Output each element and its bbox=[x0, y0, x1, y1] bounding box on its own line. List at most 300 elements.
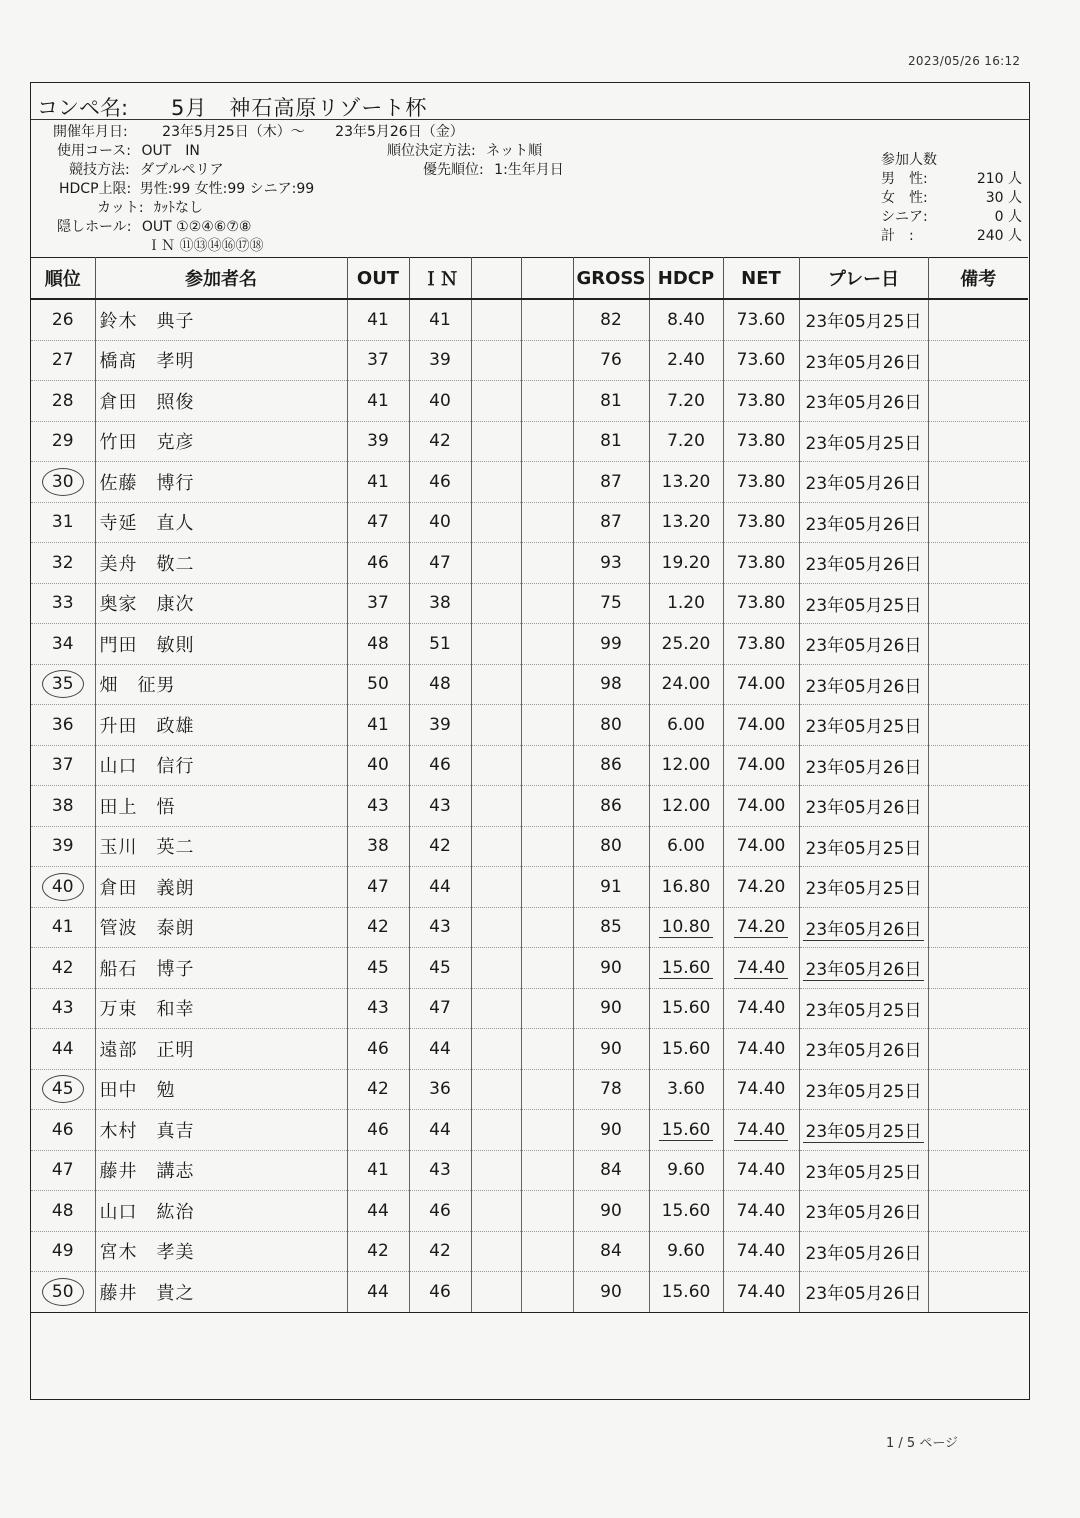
hdcp-text: 13.20 bbox=[661, 471, 711, 492]
hdcp-cell bbox=[649, 988, 723, 1029]
net-text: 74.40 bbox=[736, 1200, 786, 1221]
blank-cell-1 bbox=[471, 1069, 521, 1110]
hidden-holes-info bbox=[57, 218, 251, 237]
name-cell bbox=[95, 299, 347, 340]
table-row bbox=[31, 664, 1028, 705]
date-cell bbox=[799, 381, 928, 422]
hdcp-cell bbox=[649, 583, 723, 624]
ranking-method bbox=[387, 142, 542, 161]
remarks-cell bbox=[928, 786, 1028, 827]
blank-cell-1 bbox=[471, 907, 521, 948]
hdcp-cell bbox=[649, 381, 723, 422]
out-cell bbox=[347, 543, 409, 584]
count-value: 0 人 bbox=[994, 209, 1022, 225]
date-cell bbox=[799, 1231, 928, 1272]
hdcp-value: 男性:99 女性:99 シニア:99 bbox=[139, 181, 315, 197]
name-text: 田中 勉 bbox=[99, 1080, 176, 1102]
date-cell bbox=[799, 745, 928, 786]
name-cell bbox=[95, 867, 347, 908]
gross-cell bbox=[573, 502, 649, 543]
in-cell bbox=[409, 543, 471, 584]
name-cell bbox=[95, 381, 347, 422]
in-text: 42 bbox=[429, 836, 451, 857]
remarks-cell bbox=[928, 381, 1028, 422]
date-cell bbox=[799, 340, 928, 381]
date-text: 23年05月25日 bbox=[805, 717, 922, 738]
hdcp-cell bbox=[649, 1069, 723, 1110]
col-out: OUT bbox=[347, 258, 409, 300]
gross-cell bbox=[573, 786, 649, 827]
date-cell bbox=[799, 299, 928, 340]
blank-cell-2 bbox=[521, 745, 573, 786]
gross-text: 90 bbox=[600, 1200, 622, 1221]
blank-cell-1 bbox=[471, 1110, 521, 1151]
date-cell bbox=[799, 988, 928, 1029]
out-cell bbox=[347, 705, 409, 746]
date-text: 23年05月25日 bbox=[805, 433, 922, 454]
in-cell bbox=[409, 826, 471, 867]
net-text: 74.40 bbox=[736, 1079, 786, 1100]
table-row bbox=[31, 462, 1028, 503]
out-text: 45 bbox=[367, 957, 389, 978]
rank-cell bbox=[31, 421, 95, 462]
rank-text: 48 bbox=[51, 1200, 74, 1221]
date-cell bbox=[799, 826, 928, 867]
hdcp-label: HDCP上限: bbox=[59, 181, 132, 197]
hdcp-info bbox=[59, 180, 314, 199]
table-row bbox=[31, 948, 1028, 989]
blank-cell-1 bbox=[471, 705, 521, 746]
date-text: 23年05月26日 bbox=[805, 798, 922, 819]
date-text: 23年05月26日 bbox=[805, 474, 922, 495]
name-text: 木村 真吉 bbox=[99, 1120, 195, 1142]
rank-cell bbox=[31, 826, 95, 867]
hdcp-cell bbox=[649, 1150, 723, 1191]
table-row bbox=[31, 1069, 1028, 1110]
hdcp-cell bbox=[649, 502, 723, 543]
hdcp-text: 19.20 bbox=[661, 552, 711, 573]
rank-cell bbox=[31, 1272, 95, 1313]
in-text: 43 bbox=[429, 795, 451, 816]
rank-text: 37 bbox=[51, 755, 74, 776]
table-row bbox=[31, 867, 1028, 908]
blank-cell-1 bbox=[471, 543, 521, 584]
blank-cell-1 bbox=[471, 988, 521, 1029]
rank-text: 34 bbox=[51, 633, 74, 654]
table-row bbox=[31, 1110, 1028, 1151]
net-cell bbox=[723, 543, 799, 584]
net-cell bbox=[723, 988, 799, 1029]
hdcp-text: 9.60 bbox=[667, 1241, 705, 1262]
name-cell bbox=[95, 1150, 347, 1191]
net-text: 74.40 bbox=[736, 998, 786, 1019]
gross-cell bbox=[573, 340, 649, 381]
gross-text: 80 bbox=[600, 836, 622, 857]
name-cell bbox=[95, 1029, 347, 1070]
cut-info bbox=[97, 199, 203, 218]
blank-cell-1 bbox=[471, 1191, 521, 1232]
rank-text: 45 bbox=[42, 1075, 84, 1103]
col-blank-2 bbox=[521, 258, 573, 300]
out-text: 44 bbox=[367, 1281, 389, 1302]
gross-cell bbox=[573, 1272, 649, 1313]
in-text: 43 bbox=[429, 917, 451, 938]
date-cell bbox=[799, 948, 928, 989]
name-text: 船石 博子 bbox=[99, 958, 195, 980]
table-row bbox=[31, 907, 1028, 948]
name-text: 管波 泰朗 bbox=[99, 918, 195, 940]
rank-cell bbox=[31, 1191, 95, 1232]
name-text: 倉田 照俊 bbox=[99, 391, 195, 413]
blank-cell-2 bbox=[521, 664, 573, 705]
hdcp-text: 2.40 bbox=[667, 350, 705, 371]
date-text: 23年05月25日 bbox=[805, 312, 922, 333]
out-cell bbox=[347, 1150, 409, 1191]
remarks-cell bbox=[928, 624, 1028, 665]
competition-header bbox=[31, 83, 1029, 259]
gross-text: 98 bbox=[600, 674, 622, 695]
remarks-cell bbox=[928, 826, 1028, 867]
date-cell bbox=[799, 664, 928, 705]
date-to: 23年5月26日（金） bbox=[335, 124, 464, 140]
date-text: 23年05月25日 bbox=[805, 1000, 922, 1021]
gross-cell bbox=[573, 948, 649, 989]
gross-text: 84 bbox=[600, 1160, 622, 1181]
rank-cell bbox=[31, 867, 95, 908]
blank-cell-1 bbox=[471, 826, 521, 867]
name-text: 門田 敏則 bbox=[99, 634, 195, 656]
rank-text: 30 bbox=[42, 468, 84, 496]
hdcp-cell bbox=[649, 867, 723, 908]
gross-cell bbox=[573, 1150, 649, 1191]
out-cell bbox=[347, 1191, 409, 1232]
in-text: 46 bbox=[429, 471, 451, 492]
out-cell bbox=[347, 1069, 409, 1110]
date-cell bbox=[799, 1150, 928, 1191]
gross-cell bbox=[573, 907, 649, 948]
remarks-cell bbox=[928, 1191, 1028, 1232]
in-text: 43 bbox=[429, 1160, 451, 1181]
ranking-method-label: 順位決定方法: bbox=[387, 143, 476, 159]
date-cell bbox=[799, 543, 928, 584]
name-cell bbox=[95, 583, 347, 624]
out-text: 38 bbox=[367, 836, 389, 857]
results-body bbox=[31, 299, 1028, 1312]
name-text: 倉田 義朗 bbox=[99, 877, 195, 899]
name-text: 山口 信行 bbox=[99, 756, 195, 778]
results-table bbox=[31, 257, 1028, 1313]
count-label: 女 性: bbox=[881, 190, 928, 206]
table-row bbox=[31, 1150, 1028, 1191]
priority-value: 1:生年月日 bbox=[494, 162, 564, 178]
out-text: 42 bbox=[367, 917, 389, 938]
in-cell bbox=[409, 1029, 471, 1070]
out-text: 41 bbox=[367, 714, 389, 735]
rank-text: 38 bbox=[51, 795, 74, 816]
name-cell bbox=[95, 462, 347, 503]
hdcp-text: 15.60 bbox=[661, 1281, 711, 1302]
col-in: ＩＮ bbox=[409, 258, 471, 300]
hdcp-text: 6.00 bbox=[667, 714, 705, 735]
blank-cell-2 bbox=[521, 948, 573, 989]
out-text: 47 bbox=[367, 876, 389, 897]
name-cell bbox=[95, 1069, 347, 1110]
date-text: 23年05月25日 bbox=[805, 838, 922, 859]
out-text: 39 bbox=[367, 431, 389, 452]
rank-text: 39 bbox=[51, 836, 74, 857]
net-text: 73.80 bbox=[736, 512, 786, 533]
remarks-cell bbox=[928, 988, 1028, 1029]
blank-cell-1 bbox=[471, 340, 521, 381]
remarks-cell bbox=[928, 907, 1028, 948]
table-row bbox=[31, 381, 1028, 422]
blank-cell-2 bbox=[521, 462, 573, 503]
rank-text: 41 bbox=[51, 917, 74, 938]
hdcp-cell bbox=[649, 664, 723, 705]
date-cell bbox=[799, 1191, 928, 1232]
gross-text: 90 bbox=[600, 1038, 622, 1059]
gross-cell bbox=[573, 299, 649, 340]
gross-cell bbox=[573, 624, 649, 665]
net-text: 73.80 bbox=[736, 593, 786, 614]
col-hdcp: HDCP bbox=[649, 258, 723, 300]
blank-cell-2 bbox=[521, 1150, 573, 1191]
blank-cell-1 bbox=[471, 1150, 521, 1191]
net-text: 74.00 bbox=[736, 795, 786, 816]
rank-text: 43 bbox=[51, 998, 74, 1019]
blank-cell-1 bbox=[471, 502, 521, 543]
rank-text: 46 bbox=[51, 1119, 74, 1140]
name-text: 奥家 康次 bbox=[99, 594, 195, 616]
gross-cell bbox=[573, 462, 649, 503]
count-value: 210 人 bbox=[976, 171, 1022, 187]
net-text: 74.40 bbox=[734, 958, 789, 979]
col-blank-1 bbox=[471, 258, 521, 300]
net-cell bbox=[723, 624, 799, 665]
rank-text: 49 bbox=[51, 1241, 74, 1262]
gross-cell bbox=[573, 1029, 649, 1070]
net-text: 74.00 bbox=[736, 755, 786, 776]
name-text: 藤井 貴之 bbox=[99, 1282, 195, 1304]
gross-cell bbox=[573, 705, 649, 746]
date-text: 23年05月26日 bbox=[805, 676, 922, 697]
count-value: 240 人 bbox=[976, 228, 1022, 244]
gross-cell bbox=[573, 988, 649, 1029]
remarks-cell bbox=[928, 664, 1028, 705]
hdcp-text: 15.60 bbox=[661, 1200, 711, 1221]
hdcp-text: 9.60 bbox=[667, 1160, 705, 1181]
in-cell bbox=[409, 745, 471, 786]
net-cell bbox=[723, 745, 799, 786]
name-text: 玉川 英二 bbox=[99, 837, 195, 859]
gross-text: 75 bbox=[600, 593, 622, 614]
out-text: 37 bbox=[367, 593, 389, 614]
out-text: 43 bbox=[367, 998, 389, 1019]
blank-cell-2 bbox=[521, 624, 573, 665]
hdcp-text: 12.00 bbox=[661, 755, 711, 776]
date-cell bbox=[799, 907, 928, 948]
date-cell bbox=[799, 462, 928, 503]
in-text: 46 bbox=[429, 1281, 451, 1302]
date-text: 23年05月26日 bbox=[805, 1243, 922, 1264]
hdcp-text: 15.60 bbox=[659, 1120, 714, 1141]
in-cell bbox=[409, 988, 471, 1029]
cut-value: ｶｯﾄなし bbox=[154, 200, 204, 216]
gross-text: 84 bbox=[600, 1241, 622, 1262]
gross-cell bbox=[573, 826, 649, 867]
rank-text: 42 bbox=[51, 957, 74, 978]
name-cell bbox=[95, 745, 347, 786]
out-cell bbox=[347, 624, 409, 665]
net-text: 74.40 bbox=[736, 1038, 786, 1059]
count-label: シニア: bbox=[881, 209, 928, 225]
results-frame bbox=[30, 82, 1030, 1400]
format-info bbox=[69, 161, 224, 180]
net-cell bbox=[723, 1191, 799, 1232]
name-text: 美舟 敬二 bbox=[99, 553, 195, 575]
col-rank: 順位 bbox=[31, 258, 95, 300]
rank-cell bbox=[31, 381, 95, 422]
blank-cell-1 bbox=[471, 664, 521, 705]
net-cell bbox=[723, 583, 799, 624]
gross-cell bbox=[573, 1069, 649, 1110]
remarks-cell bbox=[928, 340, 1028, 381]
net-cell bbox=[723, 462, 799, 503]
table-row bbox=[31, 1191, 1028, 1232]
out-cell bbox=[347, 907, 409, 948]
rank-cell bbox=[31, 1029, 95, 1070]
rank-cell bbox=[31, 462, 95, 503]
gross-text: 87 bbox=[600, 471, 622, 492]
net-text: 73.80 bbox=[736, 633, 786, 654]
rank-text: 50 bbox=[42, 1278, 84, 1306]
rank-cell bbox=[31, 786, 95, 827]
hdcp-text: 25.20 bbox=[661, 633, 711, 654]
blank-cell-2 bbox=[521, 1231, 573, 1272]
hdcp-text: 10.80 bbox=[659, 917, 714, 938]
table-row bbox=[31, 421, 1028, 462]
blank-cell-2 bbox=[521, 583, 573, 624]
hdcp-text: 15.60 bbox=[659, 958, 714, 979]
rank-cell bbox=[31, 664, 95, 705]
blank-cell-2 bbox=[521, 1069, 573, 1110]
date-cell bbox=[799, 624, 928, 665]
rank-cell bbox=[31, 1110, 95, 1151]
rank-text: 44 bbox=[51, 1038, 74, 1059]
date-text: 23年05月26日 bbox=[805, 1041, 922, 1062]
in-cell bbox=[409, 786, 471, 827]
remarks-cell bbox=[928, 867, 1028, 908]
rank-cell bbox=[31, 543, 95, 584]
in-cell bbox=[409, 340, 471, 381]
in-text: 38 bbox=[429, 593, 451, 614]
name-cell bbox=[95, 664, 347, 705]
gross-text: 90 bbox=[600, 1119, 622, 1140]
gross-cell bbox=[573, 421, 649, 462]
name-cell bbox=[95, 826, 347, 867]
blank-cell-2 bbox=[521, 1191, 573, 1232]
table-row bbox=[31, 826, 1028, 867]
blank-cell-1 bbox=[471, 786, 521, 827]
net-text: 74.00 bbox=[736, 836, 786, 857]
hdcp-cell bbox=[649, 907, 723, 948]
out-cell bbox=[347, 1231, 409, 1272]
in-text: 40 bbox=[429, 390, 451, 411]
table-row bbox=[31, 583, 1028, 624]
in-text: 42 bbox=[429, 431, 451, 452]
out-text: 46 bbox=[367, 1119, 389, 1140]
in-text: 47 bbox=[429, 998, 451, 1019]
rank-cell bbox=[31, 705, 95, 746]
rank-text: 31 bbox=[51, 512, 74, 533]
gross-cell bbox=[573, 664, 649, 705]
count-row-total bbox=[881, 227, 1026, 246]
hdcp-cell bbox=[649, 462, 723, 503]
remarks-cell bbox=[928, 502, 1028, 543]
title-row bbox=[31, 83, 1029, 120]
blank-cell-1 bbox=[471, 624, 521, 665]
hdcp-cell bbox=[649, 299, 723, 340]
gross-text: 82 bbox=[600, 309, 622, 330]
gross-cell bbox=[573, 1191, 649, 1232]
in-text: 46 bbox=[429, 1200, 451, 1221]
date-text: 23年05月26日 bbox=[805, 514, 922, 535]
hdcp-cell bbox=[649, 421, 723, 462]
in-text: 42 bbox=[429, 1241, 451, 1262]
date-cell bbox=[799, 1110, 928, 1151]
date-cell bbox=[799, 1029, 928, 1070]
date-from: 23年5月25日（木）～ bbox=[162, 124, 305, 140]
hidden-holes-in: ＩＮ ⑪⑬⑭⑯⑰⑱ bbox=[147, 238, 264, 254]
out-text: 42 bbox=[367, 1079, 389, 1100]
hdcp-text: 7.20 bbox=[667, 431, 705, 452]
in-text: 39 bbox=[429, 714, 451, 735]
blank-cell-2 bbox=[521, 907, 573, 948]
in-cell bbox=[409, 1191, 471, 1232]
table-row bbox=[31, 543, 1028, 584]
rank-cell bbox=[31, 624, 95, 665]
remarks-cell bbox=[928, 1110, 1028, 1151]
net-cell bbox=[723, 1110, 799, 1151]
net-text: 73.80 bbox=[736, 552, 786, 573]
table-row bbox=[31, 988, 1028, 1029]
in-cell bbox=[409, 583, 471, 624]
name-cell bbox=[95, 624, 347, 665]
date-cell bbox=[799, 786, 928, 827]
name-text: 遠部 正明 bbox=[99, 1039, 195, 1061]
net-cell bbox=[723, 786, 799, 827]
net-text: 74.40 bbox=[734, 1120, 789, 1141]
course-label: 使用コース: bbox=[57, 143, 132, 159]
name-text: 佐藤 博行 bbox=[99, 472, 195, 494]
name-text: 寺延 直人 bbox=[99, 513, 195, 535]
rank-text: 32 bbox=[51, 552, 74, 573]
remarks-cell bbox=[928, 299, 1028, 340]
in-cell bbox=[409, 624, 471, 665]
table-row bbox=[31, 745, 1028, 786]
blank-cell-1 bbox=[471, 745, 521, 786]
date-cell bbox=[799, 421, 928, 462]
format-value: ダブルペリア bbox=[140, 162, 224, 178]
out-cell bbox=[347, 381, 409, 422]
cut-label: カット: bbox=[97, 200, 144, 216]
gross-text: 90 bbox=[600, 998, 622, 1019]
blank-cell-1 bbox=[471, 1231, 521, 1272]
date-text: 23年05月26日 bbox=[803, 920, 925, 941]
out-text: 43 bbox=[367, 795, 389, 816]
table-row bbox=[31, 299, 1028, 340]
rank-cell bbox=[31, 948, 95, 989]
